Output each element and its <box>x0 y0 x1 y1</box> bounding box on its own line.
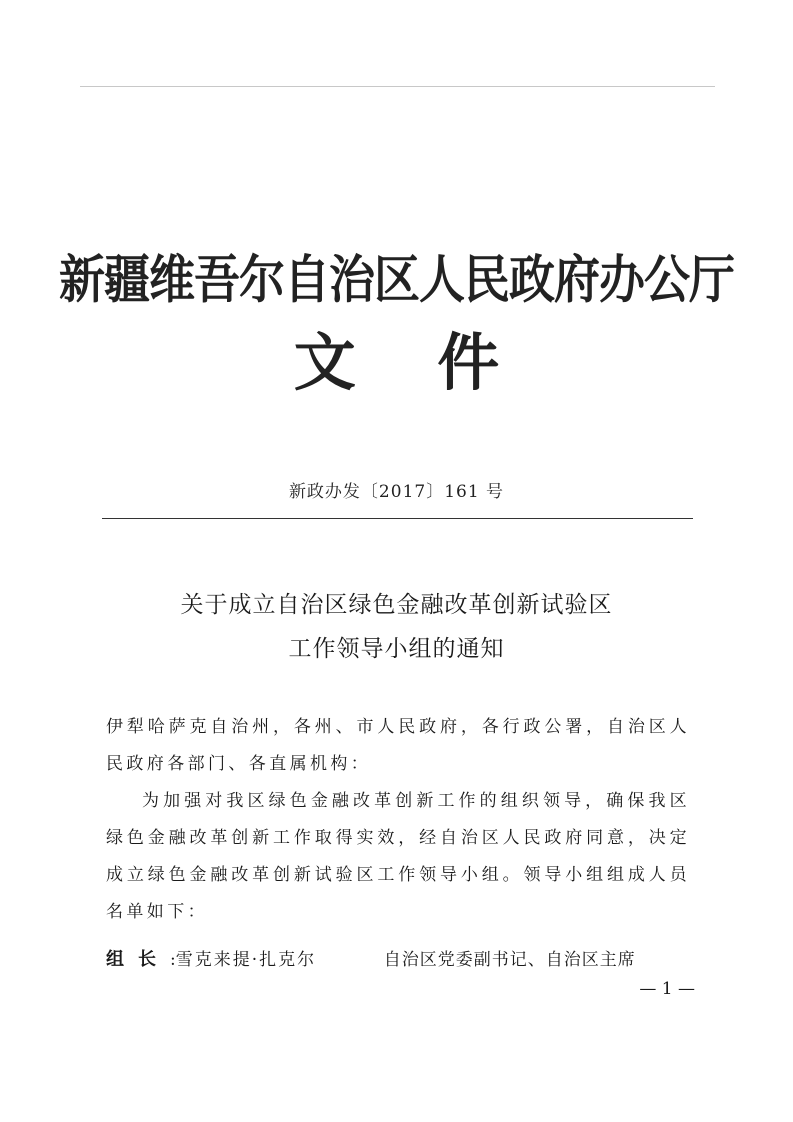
member-position: 自治区党委副书记、自治区主席 <box>383 950 636 970</box>
title-line-1: 关于成立自治区绿色金融改革创新试验区 <box>180 592 613 618</box>
top-divider <box>80 86 715 87</box>
member-list-row <box>106 945 696 975</box>
document-body <box>106 709 690 931</box>
member-name: 雪克来提·扎克尔 <box>175 950 317 970</box>
page-number: — 1 — <box>639 979 695 999</box>
document-number: 新政办发〔2017〕161 号 <box>288 482 505 502</box>
body-paragraph-1: 为加强对我区绿色金融改革创新工作的组织领导，确保我区绿色金融改革创新工作取得实效，经自治区人民政府同意，决定成立绿色金融改革创新试验区工作领导小组。领导小组组成人员名单如下： <box>106 791 690 922</box>
header-separator <box>102 518 693 519</box>
member-role-colon: : <box>170 950 176 970</box>
document-title <box>0 583 793 671</box>
member-role: 组长 <box>106 949 170 970</box>
title-line-2: 工作领导小组的通知 <box>288 636 505 662</box>
document-type <box>0 326 793 400</box>
issuer-name: 新疆维吾尔自治区人民政府办公厅 <box>59 249 734 310</box>
recipients-paragraph: 伊犁哈萨克自治州，各州、市人民政府，各行政公署，自治区人民政府各部门、各直属机构： <box>106 717 690 774</box>
document-type-label: 文 件 <box>293 326 500 399</box>
